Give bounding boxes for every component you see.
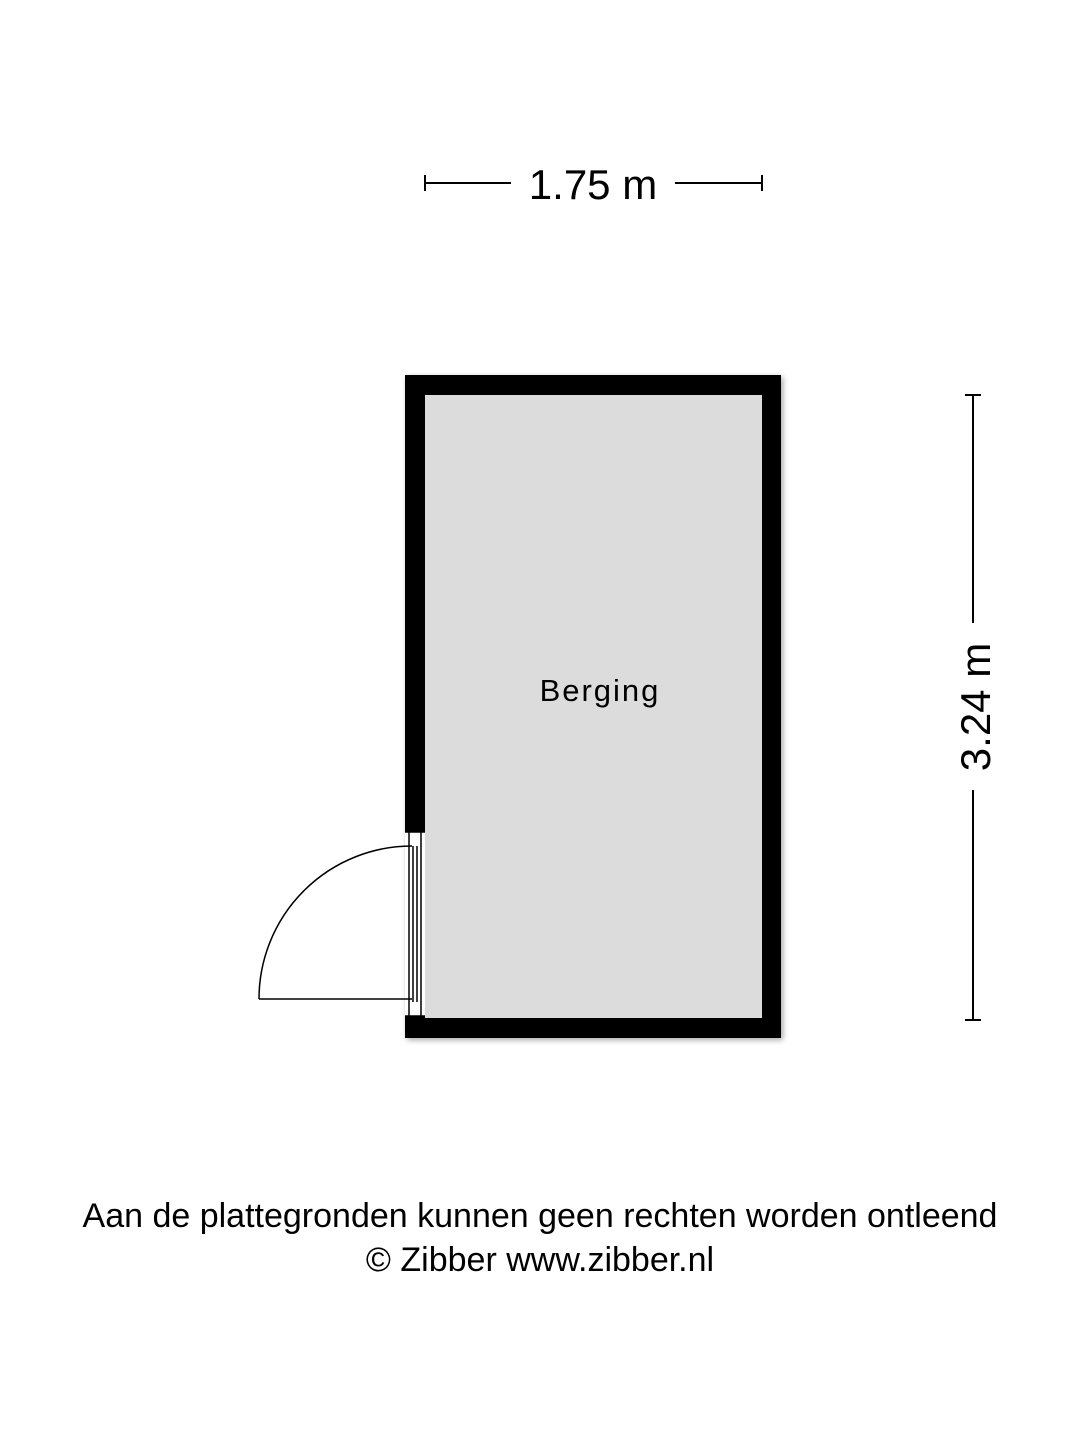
room-berging xyxy=(259,375,781,1038)
height-dimension-label: 3.24 m xyxy=(952,642,999,772)
door-swing-arc xyxy=(259,846,412,999)
door-opening xyxy=(405,832,425,1016)
room-label: Berging xyxy=(539,673,661,708)
width-dimension-label: 1.75 m xyxy=(528,161,658,208)
copyright-text: © Zibber www.zibber.nl xyxy=(365,1241,715,1279)
width-dimension xyxy=(425,161,762,208)
height-dimension xyxy=(952,395,999,1020)
disclaimer-text: Aan de plattegronden kunnen geen rechten worden ontleend xyxy=(82,1197,998,1235)
